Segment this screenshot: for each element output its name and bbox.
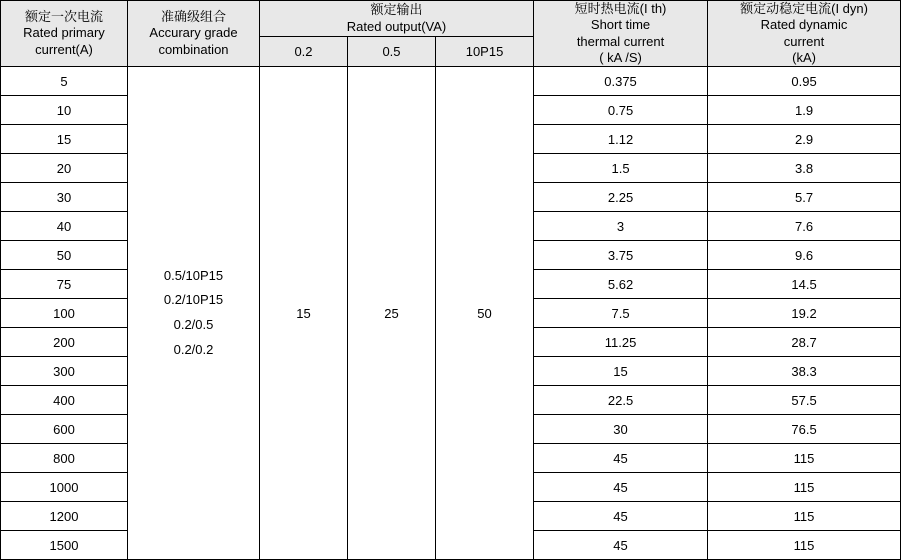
cell-thermal-current: 0.75 [534,96,708,125]
cell-primary-current: 400 [1,386,128,415]
cell-thermal-current: 45 [534,444,708,473]
cell-thermal-current: 22.5 [534,386,708,415]
cell-thermal-current: 0.375 [534,67,708,96]
cell-primary-current: 200 [1,328,128,357]
cell-dynamic-current: 57.5 [708,386,901,415]
cell-primary-current: 15 [1,125,128,154]
cell-primary-current: 50 [1,241,128,270]
header-rated-output-cn: 额定输出 [370,2,423,18]
cell-primary-current: 600 [1,415,128,444]
header-dynamic-en2: current [783,33,825,49]
cell-dynamic-current: 115 [708,531,901,560]
cell-primary-current: 5 [1,67,128,96]
accuracy-grade-line: 0.2/0.2 [173,341,214,357]
table-row [1,67,901,96]
cell-dynamic-current: 115 [708,473,901,502]
cell-thermal-current: 45 [534,502,708,531]
header-rated-output-en: Rated output(VA) [346,18,447,34]
cell-primary-current: 75 [1,270,128,299]
cell-thermal-current: 11.25 [534,328,708,357]
cell-primary-current: 300 [1,357,128,386]
cell-output-0.2: 15 [260,67,348,560]
header-dynamic-en: Rated dynamic [760,17,848,33]
subheader-output-10p15: 10P15 [436,37,534,67]
header-dynamic-en3: (kA) [792,49,816,65]
header-short-time-cn: 短时热电流(I th) [574,1,667,16]
table-body [1,67,901,560]
cell-dynamic-current: 0.95 [708,67,901,96]
accuracy-grade-line: 0.2/0.5 [173,317,214,332]
cell-dynamic-current: 7.6 [708,212,901,241]
header-primary-current-en2: current(A) [35,41,93,57]
cell-thermal-current: 1.12 [534,125,708,154]
header-accuracy-grade [128,1,260,67]
cell-primary-current: 1500 [1,531,128,560]
cell-dynamic-current: 14.5 [708,270,901,299]
cell-primary-current: 1200 [1,502,128,531]
cell-primary-current: 30 [1,183,128,212]
cell-output-0.5: 25 [348,67,436,560]
cell-primary-current: 800 [1,444,128,473]
cell-primary-current: 10 [1,96,128,125]
header-short-time-thermal-current [534,1,708,67]
cell-dynamic-current: 28.7 [708,328,901,357]
cell-thermal-current: 45 [534,531,708,560]
header-dynamic-cn: 额定动稳定电流(I dyn) [740,1,868,16]
cell-dynamic-current: 3.8 [708,154,901,183]
header-accuracy-grade-en: Accurary grade [149,25,238,41]
subheader-output-0.5: 0.5 [348,37,436,67]
cell-dynamic-current: 115 [708,502,901,531]
cell-thermal-current: 1.5 [534,154,708,183]
table-header [1,1,901,67]
header-rated-output [260,1,534,37]
header-dynamic-current [708,1,901,67]
cell-dynamic-current: 76.5 [708,415,901,444]
cell-dynamic-current: 1.9 [708,96,901,125]
cell-dynamic-current: 9.6 [708,241,901,270]
cell-thermal-current: 5.62 [534,270,708,299]
cell-dynamic-current: 38.3 [708,357,901,386]
cell-primary-current: 20 [1,154,128,183]
cell-primary-current: 100 [1,299,128,328]
header-primary-current-cn: 额定一次电流 [24,9,103,25]
header-primary-current [1,1,128,67]
header-primary-current-en: Rated primary [23,25,105,41]
cell-thermal-current: 2.25 [534,183,708,212]
header-accuracy-grade-cn: 准确级组合 [160,9,226,25]
header-short-time-en2: thermal current [576,33,665,49]
cell-dynamic-current: 115 [708,444,901,473]
cell-dynamic-current: 5.7 [708,183,901,212]
cell-dynamic-current: 2.9 [708,125,901,154]
cell-thermal-current: 30 [534,415,708,444]
cell-primary-current: 40 [1,212,128,241]
cell-output-10p15: 50 [436,67,534,560]
header-accuracy-grade-en2: combination [158,41,229,57]
accuracy-grade-line: 0.5/10P15 [163,267,224,283]
subheader-output-0.2: 0.2 [260,37,348,67]
cell-dynamic-current: 19.2 [708,299,901,328]
cell-primary-current: 1000 [1,473,128,502]
header-short-time-en3: ( kA /S) [599,49,642,65]
cell-thermal-current: 45 [534,473,708,502]
cell-thermal-current: 3.75 [534,241,708,270]
cell-thermal-current: 15 [534,357,708,386]
cell-thermal-current: 7.5 [534,299,708,328]
cell-accuracy-grade-combination [128,67,260,560]
cell-thermal-current: 3 [534,212,708,241]
header-short-time-en: Short time [590,17,651,33]
accuracy-grade-line: 0.2/10P15 [163,292,224,308]
header-row-main [1,1,901,37]
